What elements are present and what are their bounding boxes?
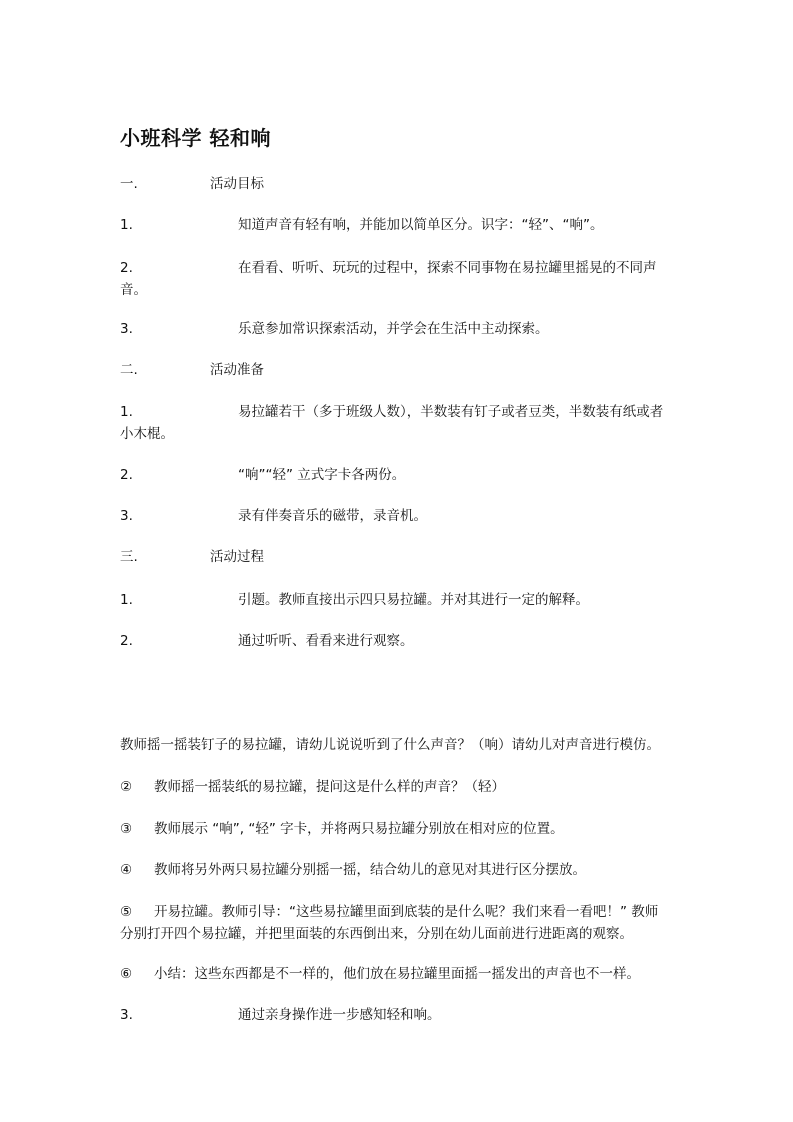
item-text: 录有伴奏音乐的磁带，录音机。: [238, 508, 427, 524]
item-text-continued: 分别打开四个易拉罐，并把里面装的东西倒出来，分别在幼儿面前进行进距离的观察。: [120, 926, 633, 942]
list-item: [120, 818, 680, 840]
list-item: [120, 1004, 680, 1026]
list-item: [120, 318, 680, 340]
list-item: [120, 630, 680, 652]
item-number: 3.: [120, 1007, 133, 1023]
list-item: [120, 589, 680, 611]
paragraph: [120, 734, 680, 756]
page-title: 小班科学 轻和响: [120, 126, 271, 150]
item-text: 小结：这些东西都是不一样的，他们放在易拉罐里面摇一摇发出的声音也不一样。: [154, 966, 640, 982]
item-text: 乐意参加常识探索活动，并学会在生活中主动探索。: [238, 321, 549, 337]
list-item: [120, 505, 680, 527]
section-heading: [120, 359, 680, 381]
list-item: [120, 214, 680, 236]
section-number: 三.: [120, 549, 138, 565]
section-number: 一.: [120, 176, 138, 192]
item-number: 2.: [120, 467, 133, 483]
item-text: “响”“轻” 立式字卡各两份。: [238, 467, 406, 483]
list-item: [120, 257, 680, 301]
section-heading: [120, 173, 680, 195]
item-text: 教师将另外两只易拉罐分别摇一摇，结合幼儿的意见对其进行区分摆放。: [154, 862, 586, 878]
item-text: 知道声音有轻有响，并能加以简单区分。识字：“轻”、“响”。: [238, 217, 604, 233]
section-title: 活动准备: [210, 362, 264, 378]
item-number: ③: [120, 821, 133, 837]
item-text: 通过听听、看看来进行观察。: [238, 633, 414, 649]
item-text: 引题。教师直接出示四只易拉罐。并对其进行一定的解释。: [238, 592, 589, 608]
paragraph-text: 教师摇一摇装钉子的易拉罐，请幼儿说说听到了什么声音？（响）请幼儿对声音进行模仿。: [120, 737, 660, 753]
item-number: 1.: [120, 404, 133, 420]
list-item: [120, 464, 680, 486]
list-item: [120, 859, 680, 881]
item-number: 3.: [120, 321, 133, 337]
item-text: 教师展示 “响”, “轻” 字卡，并将两只易拉罐分别放在相对应的位置。: [154, 821, 564, 837]
item-number: 1.: [120, 592, 133, 608]
item-text: 在看看、听听、玩玩的过程中，探索不同事物在易拉罐里摇晃的不同声: [238, 260, 657, 276]
item-number: ⑤: [120, 904, 133, 920]
item-text-continued: 小木棍。: [120, 426, 174, 442]
list-item: [120, 776, 680, 798]
list-item: [120, 901, 680, 945]
section-title: 活动目标: [210, 176, 264, 192]
item-text: 通过亲身操作进一步感知轻和响。: [238, 1007, 441, 1023]
item-number: 1.: [120, 217, 133, 233]
item-text: 教师摇一摇装纸的易拉罐，提问这是什么样的声音？（轻）: [154, 779, 505, 795]
list-item: [120, 401, 680, 445]
item-number: ④: [120, 862, 133, 878]
list-item: [120, 963, 680, 985]
item-number: 2.: [120, 260, 133, 276]
item-number: ②: [120, 779, 133, 795]
item-number: ⑥: [120, 966, 133, 982]
item-number: 2.: [120, 633, 133, 649]
item-number: 3.: [120, 508, 133, 524]
section-title: 活动过程: [210, 549, 264, 565]
section-number: 二.: [120, 362, 138, 378]
item-text: 易拉罐若干（多于班级人数），半数装有钉子或者豆类，半数装有纸或者: [238, 404, 664, 420]
item-text: 开易拉罐。教师引导：“这些易拉罐里面到底装的是什么呢？我们来看一看吧！” 教师: [154, 904, 659, 920]
section-heading: [120, 546, 680, 568]
item-text-continued: 音。: [120, 282, 147, 298]
